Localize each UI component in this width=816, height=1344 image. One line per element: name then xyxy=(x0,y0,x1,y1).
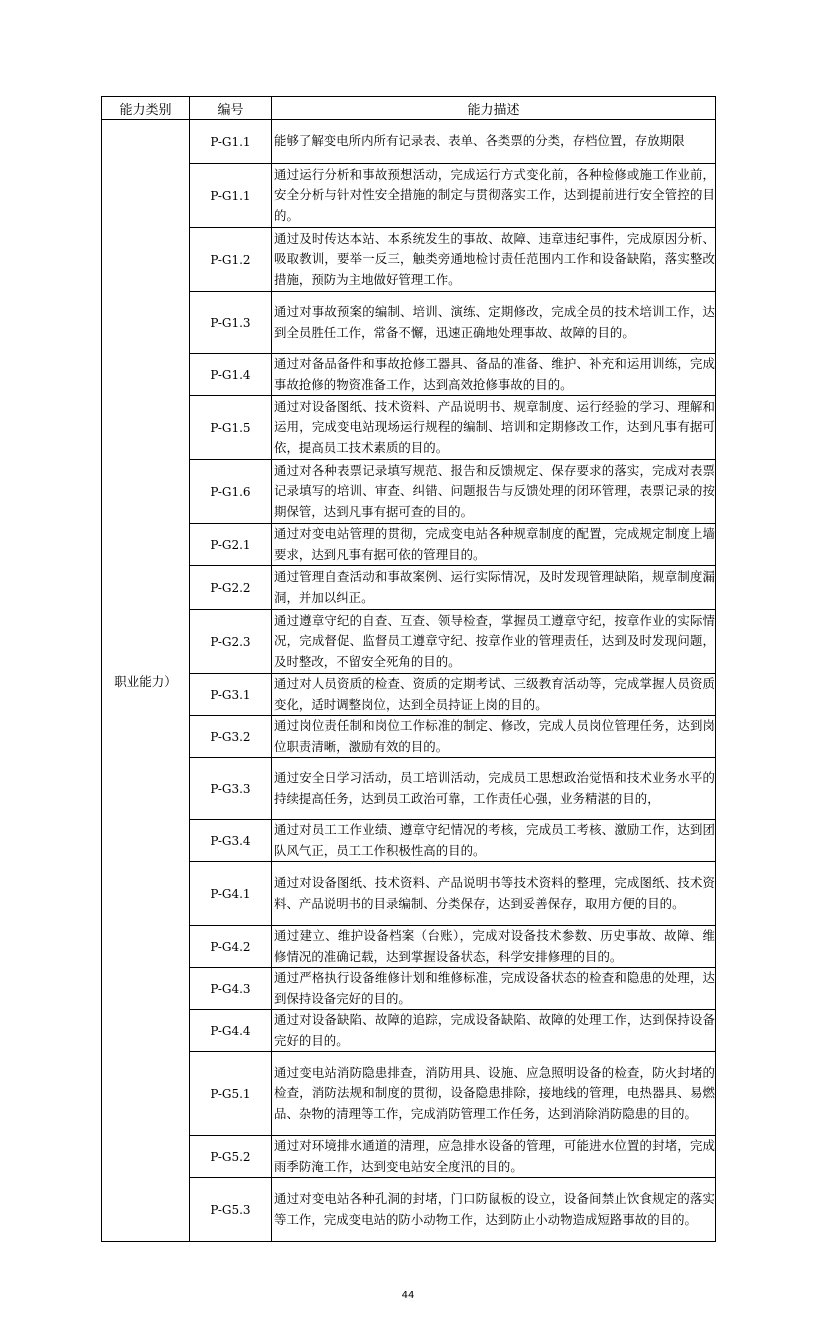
description-cell: 通过遵章守纪的自查、互查、领导检查，掌握员工遵章守纪，按章作业的实际情况，完成督促、监督员工遵章守纪、按章作业的管理责任，达到及时发现问题，及时整改，不留安全死角的目的。 xyxy=(272,610,716,674)
code-cell: P-G4.2 xyxy=(190,926,272,968)
description-cell: 通过变电站消防隐患排查，消防用具、设施、应急照明设备的检查，防火封堵的检查，消防法规和制度的贯彻，设备隐患排除，接地线的管理，电热器具、易燃品、杂物的清理等工作，完成消防管理工作任务，达到消除消防隐患的目的。 xyxy=(272,1052,716,1136)
table-row xyxy=(102,968,716,1010)
description-cell: 能够了解变电所内所有记录表、表单、各类票的分类，存档位置，存放期限 xyxy=(272,120,716,164)
description-cell: 通过对设备图纸、技术资料、产品说明书、规章制度、运行经验的学习、理解和运用，完成变电站现场运行规程的编制、培训和定期修改工作，达到凡事有据可依，提高员工技术素质的目的。 xyxy=(272,396,716,460)
table-row xyxy=(102,120,716,164)
code-cell: P-G5.2 xyxy=(190,1136,272,1178)
table-row xyxy=(102,1010,716,1052)
table-row xyxy=(102,460,716,524)
code-cell: P-G2.3 xyxy=(190,610,272,674)
description-cell: 通过对备品备件和事故抢修工器具、备品的准备、维护、补充和运用训练，完成事故抢修的物资准备工作，达到高效抢修事故的目的。 xyxy=(272,354,716,396)
table-row xyxy=(102,164,716,228)
table-body xyxy=(102,120,716,1242)
description-cell: 通过安全日学习活动，员工培训活动，完成员工思想政治觉悟和技术业务水平的持续提高任务，达到员工政治可靠，工作责任心强，业务精湛的目的， xyxy=(272,758,716,820)
code-cell: P-G1.4 xyxy=(190,354,272,396)
code-cell: P-G4.1 xyxy=(190,862,272,926)
table-row xyxy=(102,1136,716,1178)
description-cell: 通过对变电站各种孔洞的封堵，门口防鼠板的设立，设备间禁止饮食规定的落实等工作，完成变电站的防小动物工作，达到防止小动物造成短路事故的目的。 xyxy=(272,1178,716,1242)
description-cell: 通过及时传达本站、本系统发生的事故、故障、违章违纪事件，完成原因分析、吸取教训，要举一反三，触类旁通地检讨责任范围内工作和设备缺陷，落实整改措施，预防为主地做好管理工作。 xyxy=(272,228,716,292)
table-row xyxy=(102,354,716,396)
table-row xyxy=(102,524,716,566)
code-cell: P-G2.1 xyxy=(190,524,272,566)
table-row xyxy=(102,758,716,820)
code-cell: P-G4.4 xyxy=(190,1010,272,1052)
description-cell: 通过对设备缺陷、故障的追踪，完成设备缺陷、故障的处理工作，达到保持设备完好的目的。 xyxy=(272,1010,716,1052)
code-cell: P-G5.1 xyxy=(190,1052,272,1136)
table-row xyxy=(102,292,716,354)
code-cell: P-G1.1 xyxy=(190,164,272,228)
description-cell: 通过岗位责任制和岗位工作标准的制定、修改，完成人员岗位管理任务，达到岗位职责清晰，激励有效的目的。 xyxy=(272,716,716,758)
description-cell: 通过对各种表票记录填写规范、报告和反馈规定、保存要求的落实，完成对表票记录填写的培训、审查、纠错、问题报告与反馈处理的闭环管理，表票记录的按期保管，达到凡事有据可查的目的。 xyxy=(272,460,716,524)
code-cell: P-G4.3 xyxy=(190,968,272,1010)
table-row xyxy=(102,674,716,716)
header-code: 编号 xyxy=(190,97,272,120)
header-category: 能力类别 xyxy=(102,97,190,120)
code-cell: P-G3.1 xyxy=(190,674,272,716)
code-cell: P-G3.2 xyxy=(190,716,272,758)
code-cell: P-G1.3 xyxy=(190,292,272,354)
code-cell: P-G1.6 xyxy=(190,460,272,524)
description-cell: 通过运行分析和事故预想活动，完成运行方式变化前，各种检修或施工作业前，安全分析与针对性安全措施的制定与贯彻落实工作，达到提前进行安全管控的目的。 xyxy=(272,164,716,228)
code-cell: P-G1.2 xyxy=(190,228,272,292)
description-cell: 通过建立、维护设备档案（台账），完成对设备技术参数、历史事故、故障、维修情况的准确记载，达到掌握设备状态，科学安排修理的目的。 xyxy=(272,926,716,968)
table-row xyxy=(102,1052,716,1136)
description-cell: 通过对人员资质的检查、资质的定期考试、三级教育活动等，完成掌握人员资质变化，适时调整岗位，达到全员持证上岗的目的。 xyxy=(272,674,716,716)
description-cell: 通过对员工工作业绩、遵章守纪情况的考核，完成员工考核、激励工作，达到团队风气正，员工工作积极性高的目的。 xyxy=(272,820,716,862)
description-cell: 通过对环境排水通道的清理，应急排水设备的管理，可能进水位置的封堵，完成雨季防淹工作，达到变电站安全度汛的目的。 xyxy=(272,1136,716,1178)
table-row xyxy=(102,862,716,926)
table-row xyxy=(102,716,716,758)
page-number: 44 xyxy=(401,1290,415,1301)
table-row xyxy=(102,228,716,292)
table-row xyxy=(102,610,716,674)
description-cell: 通过对事故预案的编制、培训、演练、定期修改，完成全员的技术培训工作，达到全员胜任工作，常备不懈，迅速正确地处理事故、故障的目的。 xyxy=(272,292,716,354)
code-cell: P-G2.2 xyxy=(190,566,272,610)
table-row xyxy=(102,1178,716,1242)
code-cell: P-G5.3 xyxy=(190,1178,272,1242)
code-cell: P-G1.5 xyxy=(190,396,272,460)
capability-table xyxy=(101,96,716,1242)
category-cell: 职业能力） xyxy=(102,120,190,1242)
table-row xyxy=(102,926,716,968)
table-header-row xyxy=(102,97,716,120)
description-cell: 通过严格执行设备维修计划和维修标准，完成设备状态的检查和隐患的处理，达到保持设备完好的目的。 xyxy=(272,968,716,1010)
code-cell: P-G3.3 xyxy=(190,758,272,820)
header-description: 能力描述 xyxy=(272,97,716,120)
table-row xyxy=(102,396,716,460)
code-cell: P-G1.1 xyxy=(190,120,272,164)
table-row xyxy=(102,566,716,610)
code-cell: P-G3.4 xyxy=(190,820,272,862)
description-cell: 通过管理自查活动和事故案例、运行实际情况，及时发现管理缺陷，规章制度漏洞，并加以纠正。 xyxy=(272,566,716,610)
table-row xyxy=(102,820,716,862)
description-cell: 通过对设备图纸、技术资料、产品说明书等技术资料的整理，完成图纸、技术资料、产品说明书的目录编制、分类保存，达到妥善保存，取用方便的目的。 xyxy=(272,862,716,926)
description-cell: 通过对变电站管理的贯彻，完成变电站各种规章制度的配置，完成规定制度上墙要求，达到凡事有据可依的管理目的。 xyxy=(272,524,716,566)
